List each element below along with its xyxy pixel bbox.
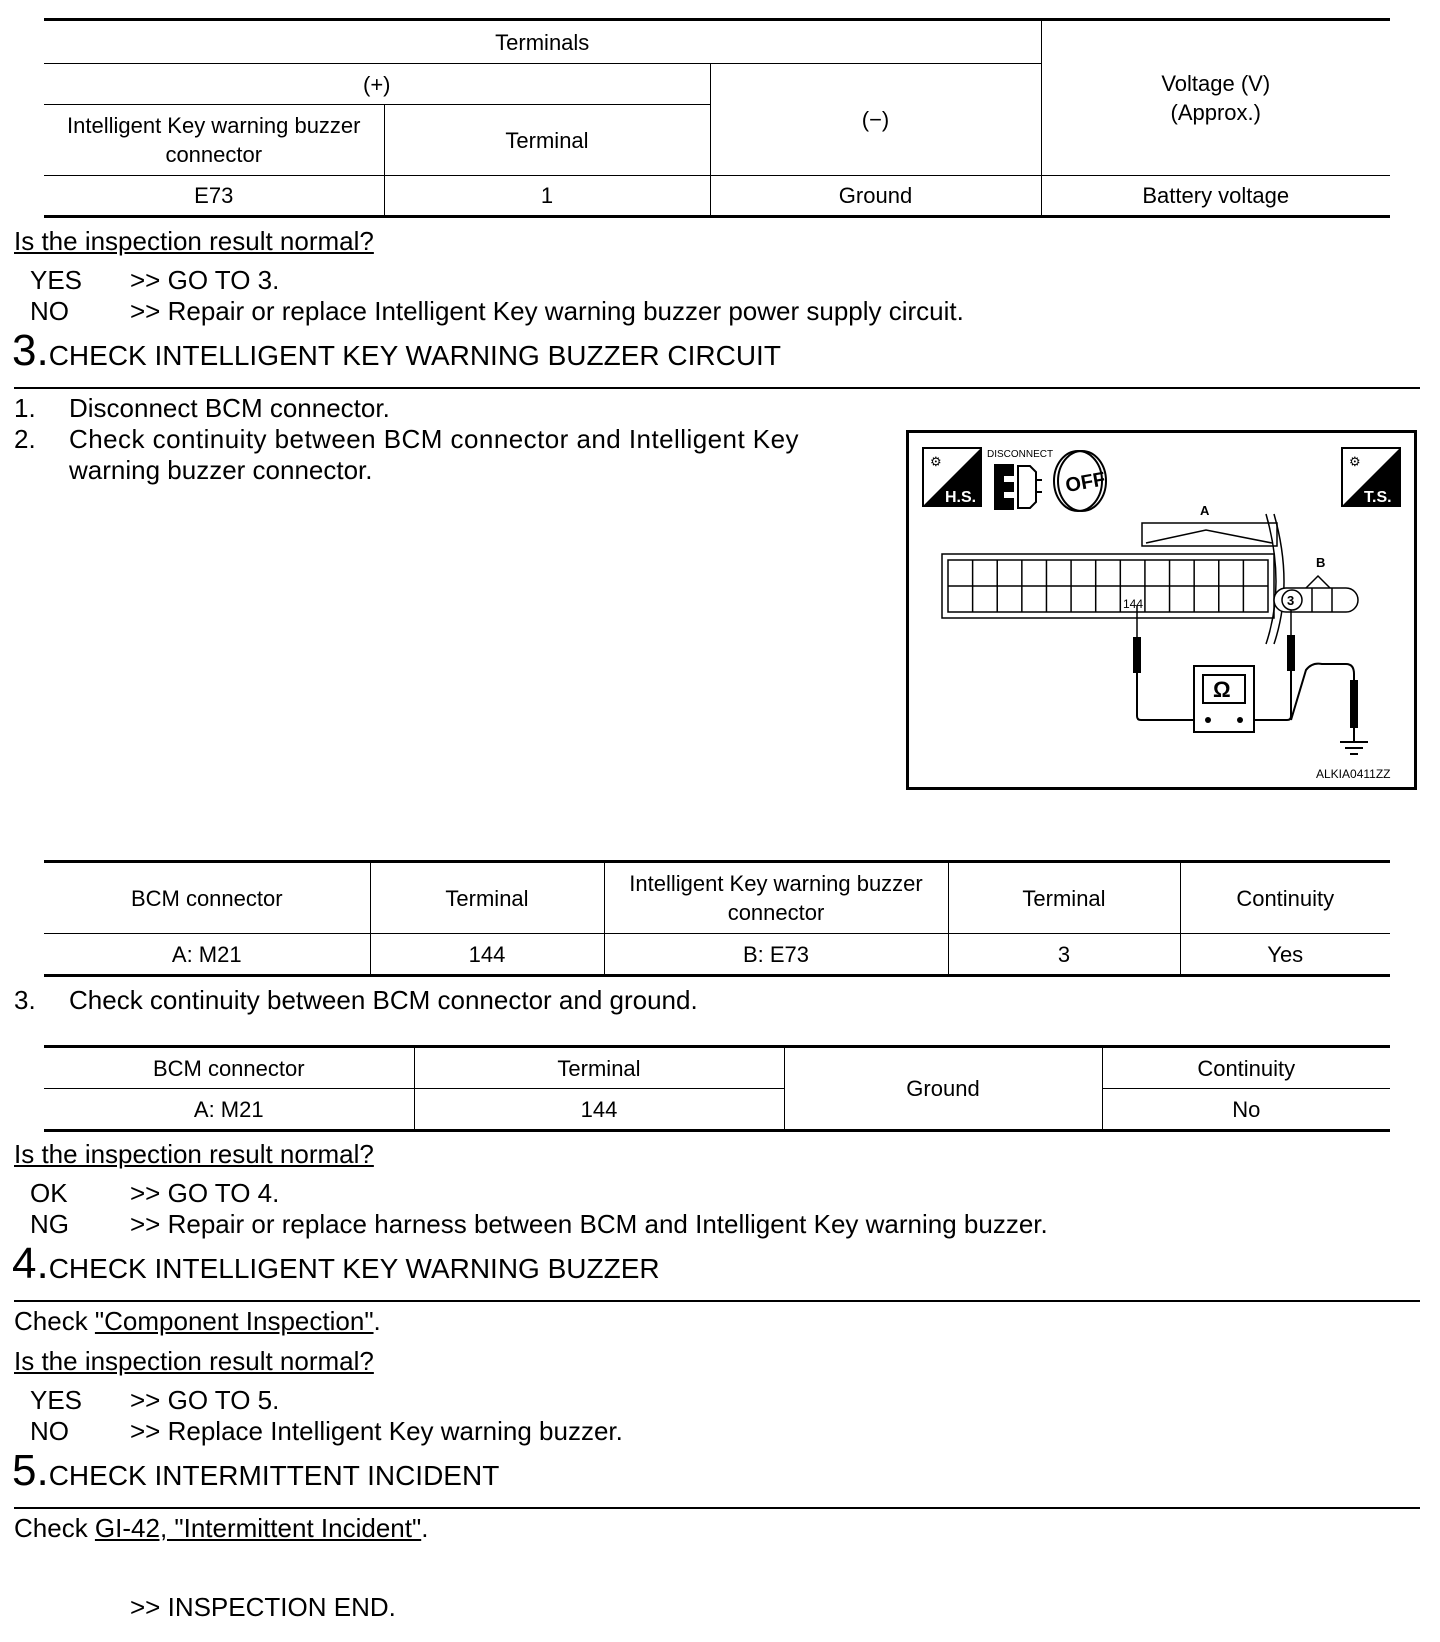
question-3[interactable]: Is the inspection result normal? [14, 1346, 374, 1376]
divider [14, 1507, 1420, 1509]
table-row: A: M21 144 No [44, 1089, 1390, 1131]
step-4-check: Check "Component Inspection". [14, 1306, 381, 1336]
answer-ok: OK >> GO TO 4. [30, 1178, 280, 1208]
ignition-off-icon [1054, 451, 1107, 511]
svg-text:Ω: Ω [1213, 677, 1231, 702]
step-3-item-3: 3. Check continuity between BCM connector and ground. [14, 985, 698, 1015]
answer-no: NO >> Replace Intelligent Key warning buzzer. [30, 1416, 623, 1446]
header-terminal: Terminal [384, 105, 710, 176]
header-bcm-connector: BCM connector [44, 862, 370, 934]
header-bcm-connector: BCM connector [44, 1047, 414, 1089]
header-terminals: Terminals [44, 20, 1041, 64]
svg-text:OFF: OFF [1063, 468, 1108, 498]
voltage-table [44, 18, 1390, 218]
table-row: E73 1 Ground Battery voltage [44, 176, 1390, 217]
svg-text:H.S.: H.S. [945, 489, 977, 506]
header-connector: Intelligent Key warning buzzer connector [44, 105, 384, 176]
ohmmeter [1194, 666, 1254, 732]
header-terminal-2: Terminal [948, 862, 1180, 934]
svg-text:A: A [1200, 503, 1210, 518]
header-continuity: Continuity [1180, 862, 1390, 934]
ts-icon [1342, 448, 1400, 506]
continuity-check-diagram [906, 430, 1417, 790]
header-minus: (−) [710, 64, 1041, 176]
divider [14, 1300, 1420, 1302]
svg-text:DISCONNECT: DISCONNECT [987, 449, 1054, 460]
intermittent-incident-link[interactable]: GI-42, "Intermittent Incident" [94, 1513, 422, 1543]
step-3-item-2: 2. Check continuity between BCM connector and Intelligent Key warning buzzer connector. [14, 424, 799, 485]
svg-text:⚙: ⚙ [1349, 454, 1361, 469]
answer-yes: YES >> GO TO 5. [30, 1385, 280, 1415]
svg-text:T.S.: T.S. [1364, 489, 1392, 506]
svg-text:⚙: ⚙ [930, 454, 942, 469]
header-terminal: Terminal [370, 862, 604, 934]
step-5-check: Check GI-42, "Intermittent Incident". [14, 1513, 429, 1543]
table-row: A: M21 144 B: E73 3 Yes [44, 934, 1390, 976]
header-continuity: Continuity [1102, 1047, 1390, 1089]
answer-yes: YES >> GO TO 3. [30, 265, 280, 295]
ground-continuity-table [44, 1045, 1390, 1132]
svg-text:3: 3 [1287, 593, 1295, 608]
header-voltage: Voltage (V) (Approx.) [1041, 20, 1390, 176]
question-2[interactable]: Is the inspection result normal? [14, 1139, 374, 1169]
header-plus: (+) [44, 64, 710, 105]
step-3-heading: 3.CHECK INTELLIGENT KEY WARNING BUZZER CIRCUIT [12, 326, 781, 375]
step-4-heading: 4.CHECK INTELLIGENT KEY WARNING BUZZER [12, 1239, 660, 1288]
svg-text:ALKIA0411ZZ: ALKIA0411ZZ [1316, 767, 1391, 781]
question-1[interactable]: Is the inspection result normal? [14, 226, 374, 256]
continuity-table [44, 860, 1390, 977]
svg-text:144: 144 [1123, 597, 1144, 611]
inspection-end: >> INSPECTION END. [130, 1592, 396, 1622]
answer-no: NO >> Repair or replace Intelligent Key warning buzzer power supply circuit. [30, 296, 964, 326]
header-terminal: Terminal [414, 1047, 784, 1089]
component-inspection-link[interactable]: "Component Inspection" [94, 1306, 374, 1336]
step-5-heading: 5.CHECK INTERMITTENT INCIDENT [12, 1446, 500, 1495]
divider [14, 387, 1420, 389]
step-3-item-1: 1. Disconnect BCM connector. [14, 393, 390, 423]
answer-ng: NG >> Repair or replace harness between BCM and Intelligent Key warning buzzer. [30, 1209, 1048, 1239]
header-buzzer-connector: Intelligent Key warning buzzer connector [604, 862, 948, 934]
ground-cell: Ground [784, 1047, 1102, 1131]
svg-text:B: B [1316, 555, 1326, 570]
hs-icon [923, 448, 981, 506]
